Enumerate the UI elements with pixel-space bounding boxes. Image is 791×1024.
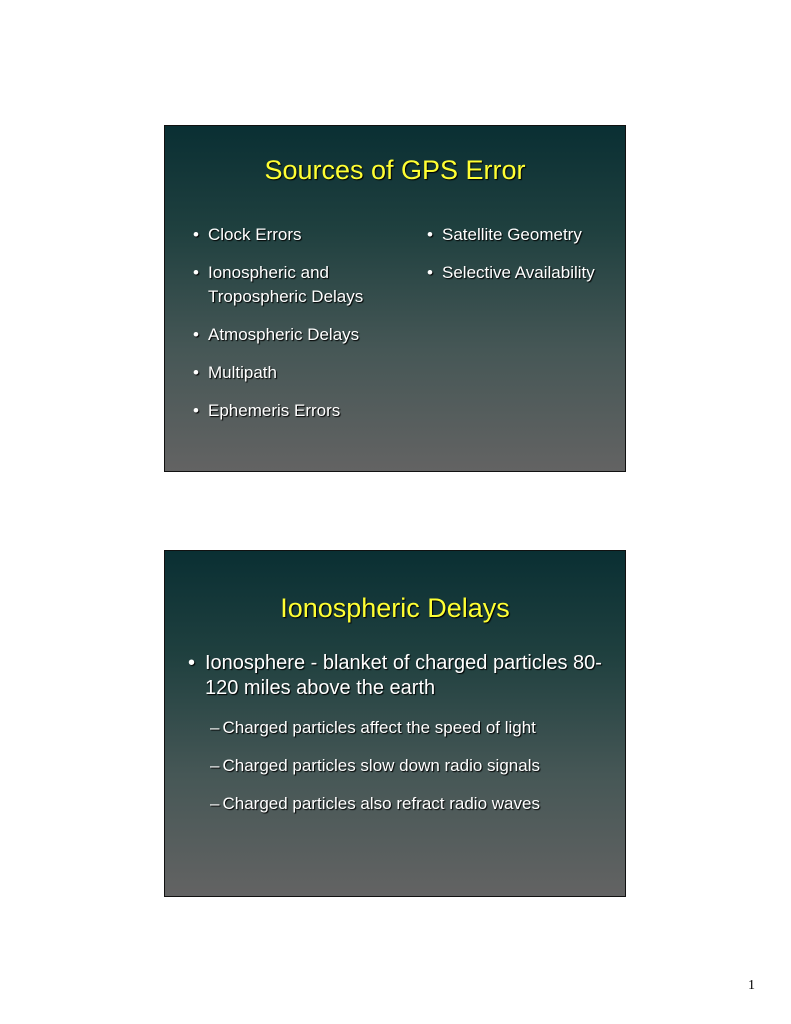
sub-bullet-item [210, 716, 620, 740]
slide-title: Ionospheric Delays [280, 593, 510, 623]
bullet-item: • Ephemeris Errors [208, 399, 413, 423]
bullet-list-main [205, 651, 615, 701]
slide-ionospheric-delays [164, 550, 626, 897]
bullet-item: • Selective Availability [442, 261, 622, 285]
bullet-list-left [208, 223, 413, 437]
bullet-item: • Ionospheric and Tropospheric Delays [208, 261, 413, 309]
sub-bullet-list [210, 716, 620, 830]
bullet-item: • Multipath [208, 361, 413, 385]
page-number: 1 [748, 978, 755, 993]
slide-title: Sources of GPS Error [264, 155, 526, 185]
bullet-list-right [442, 223, 622, 299]
bullet-item: • Clock Errors [208, 223, 413, 247]
bullet-item: • Atmospheric Delays [208, 323, 413, 347]
bullet-item: • Ionosphere - blanket of charged particles 80-120 miles above the earth [205, 651, 615, 701]
bullet-item: • Satellite Geometry [442, 223, 622, 247]
sub-bullet-text: Charged particles affect the speed of light [222, 718, 536, 737]
slide-sources-of-gps-error [164, 125, 626, 472]
sub-bullet-item [210, 754, 620, 778]
sub-bullet-text: Charged particles also refract radio waves [222, 794, 540, 813]
sub-bullet-item [210, 792, 620, 816]
sub-bullet-text: Charged particles slow down radio signals [222, 756, 540, 775]
